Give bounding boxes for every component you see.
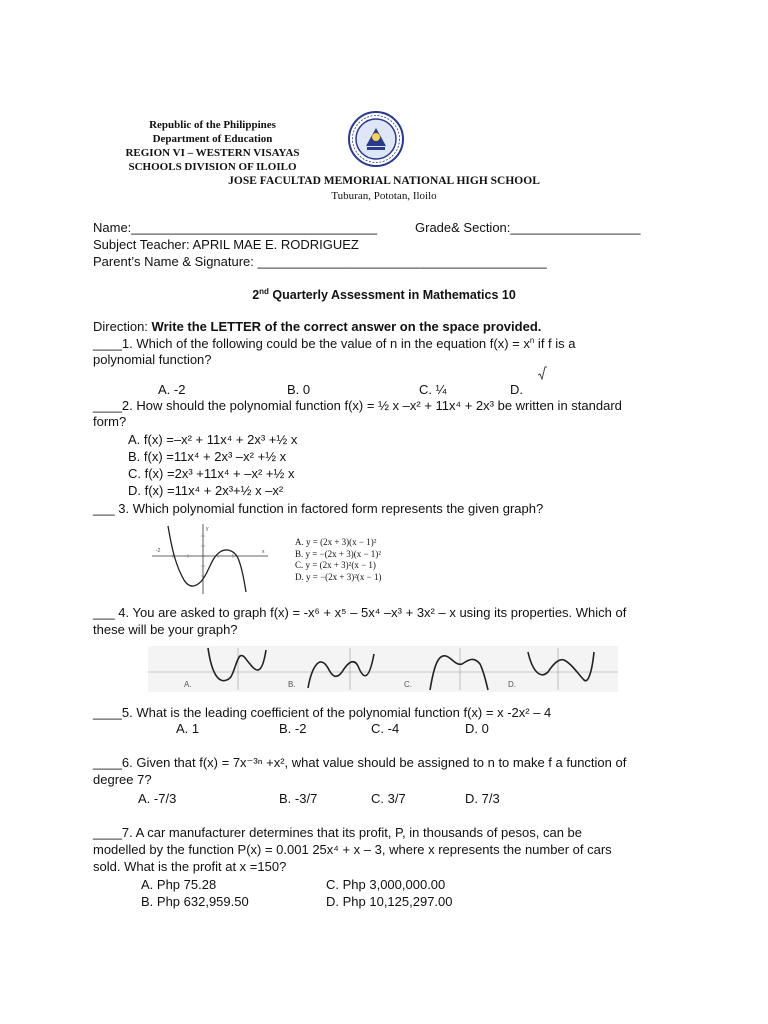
header-line-3: REGION VI – WESTERN VISAYAS	[125, 147, 300, 159]
question-7: ____7. A car manufacturer determines that its profit, P, in thousands of pesos, can be	[93, 825, 582, 840]
direction	[93, 318, 541, 335]
direction-label: Direction:	[93, 319, 152, 334]
svg-text:y: y	[206, 526, 209, 532]
q4-label-d: D.	[508, 680, 516, 689]
q1-text-b: if f is a	[534, 336, 576, 351]
question-5: ____5. What is the leading coefficient of the polynomial function f(x) = x -2x² – 4	[93, 705, 552, 720]
header-line-2: Department of Education	[152, 133, 273, 145]
q5-option-a: A. 1	[176, 721, 200, 736]
header-line-4: SCHOOLS DIVISION OF ILOILO	[128, 161, 297, 173]
svg-text:-2: -2	[156, 548, 161, 554]
question-1-line-2: polynomial function?	[93, 352, 212, 367]
q6-option-b: B. -3/7	[279, 791, 318, 806]
parent-signature-label: Parent’s Name & Signature: ________________________________________	[93, 254, 547, 269]
q6-option-a: A. -7/3	[138, 791, 177, 806]
question-3: ___ 3. Which polynomial function in factored form represents the given graph?	[93, 501, 544, 516]
question-2: ____2. How should the polynomial function f(x) = ½ x –x² + 11x⁴ + 2x³ be written in standard	[93, 398, 622, 413]
q1-option-b: B. 0	[287, 382, 311, 397]
q2-option-b: B. f(x) =11x⁴ + 2x³ –x² +½ x	[128, 449, 287, 464]
question-6-line-2: degree 7?	[93, 772, 152, 787]
q3-option-c: C. y = (2x + 3)²(x − 1)	[295, 560, 376, 570]
q6-option-c: C. 3/7	[371, 791, 406, 806]
q4-label-a: A.	[184, 680, 192, 689]
question-7-line-2: modelled by the function P(x) = 0.001 25x⁴ + x – 3, where x represents the number of cars	[93, 842, 612, 857]
q1-sup: n	[529, 336, 535, 345]
direction-text: Write the LETTER of the correct answer on the space provided.	[151, 319, 542, 334]
q2-option-d: D. f(x) =11x⁴ + 2x³+½ x –x²	[128, 483, 284, 498]
assessment-title	[0, 288, 768, 302]
school-name: JOSE FACULTAD MEMORIAL NATIONAL HIGH SCHOOL	[228, 175, 540, 187]
q1-text: ____1. Which of the following could be the value of n in the equation f(x) = x	[93, 336, 530, 351]
q4-label-b: B.	[288, 680, 296, 689]
q3-option-d: D. y = −(2x + 3)²(x − 1)	[295, 571, 382, 582]
q1-option-c: C. ¼	[419, 382, 447, 397]
header-line-1: Republic of the Philippines	[149, 119, 276, 131]
q4-graphs	[148, 646, 618, 692]
subject-teacher: Subject Teacher: APRIL MAE E. RODRIGUEZ	[93, 237, 359, 252]
q7-option-a: A. Php 75.28	[141, 877, 217, 892]
question-1	[93, 335, 576, 352]
name-field-label: Name:__________________________________	[93, 220, 378, 235]
question-4-line-2: these will be your graph?	[93, 622, 238, 637]
q7-option-d: D. Php 10,125,297.00	[326, 894, 453, 909]
q2-option-a: A. f(x) =–x² + 11x⁴ + 2x³ +½ x	[128, 432, 298, 447]
question-2-line-2: form?	[93, 414, 127, 429]
q7-option-c: C. Php 3,000,000.00	[326, 877, 446, 892]
q3-option-b: B. y = −(2x + 3)(x − 1)²	[295, 548, 381, 559]
question-7-line-3: sold. What is the profit at x =150?	[93, 859, 287, 874]
q7-option-b: B. Php 632,959.50	[141, 894, 249, 909]
q3-option-a: A. y = (2x + 3)(x − 1)²	[295, 537, 377, 547]
svg-text:x: x	[262, 549, 265, 555]
grade-section-label: Grade& Section:__________________	[415, 220, 641, 235]
school-address: Tuburan, Pototan, Iloilo	[331, 190, 437, 202]
q6-option-d: D. 7/3	[465, 791, 500, 806]
q4-label-c: C.	[404, 680, 412, 689]
q1-option-a: A. -2	[158, 382, 186, 397]
radical-icon	[538, 366, 547, 380]
title-ordinal: 2	[252, 288, 260, 302]
q1-option-d: D.	[510, 382, 523, 397]
q5-option-d: D. 0	[465, 721, 489, 736]
question-4: ___ 4. You are asked to graph f(x) = -x⁶ + x⁵ – 5x⁴ –x³ + 3x² – x using its properties. Which of	[93, 605, 627, 620]
q3-graph	[150, 522, 270, 596]
q5-option-c: C. -4	[371, 721, 400, 736]
q2-option-c: C. f(x) =2x³ +11x⁴ + –x² +½ x	[128, 466, 295, 481]
question-6: ____6. Given that f(x) = 7x⁻³ⁿ +x², what value should be assigned to n to make f a function of	[93, 755, 627, 770]
title-text: Quarterly Assessment in Mathematics 10	[268, 288, 516, 302]
title-ordinal-sup: nd	[259, 287, 269, 296]
q5-option-b: B. -2	[279, 721, 307, 736]
q3-options	[295, 537, 382, 583]
